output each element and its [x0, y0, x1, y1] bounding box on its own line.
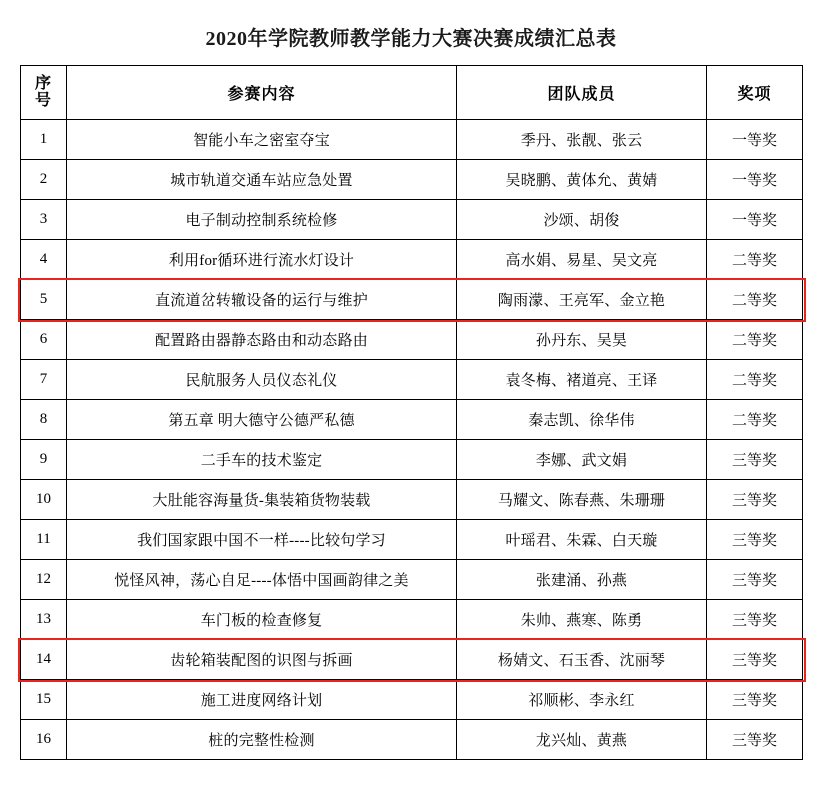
cell-team: 秦志凯、徐华伟: [457, 400, 707, 440]
column-header-no-line1: 序: [34, 74, 52, 92]
cell-content: 电子制动控制系统检修: [67, 200, 457, 240]
cell-content: 利用for循环进行流水灯设计: [67, 240, 457, 280]
cell-award: 二等奖: [707, 360, 803, 400]
cell-award: 三等奖: [707, 720, 803, 760]
cell-no: 8: [21, 400, 67, 440]
cell-no: 4: [21, 240, 67, 280]
table-row: [21, 600, 803, 640]
cell-content: 悦怪风神，荡心自足----体悟中国画韵律之美: [67, 560, 457, 600]
cell-content: 直流道岔转辙设备的运行与维护: [67, 280, 457, 320]
cell-content: 大肚能容海量货-集装箱货物装载: [67, 480, 457, 520]
table-row: [21, 400, 803, 440]
cell-content: 第五章 明大德守公德严私德: [67, 400, 457, 440]
table-header-row: [21, 66, 803, 120]
cell-award: 三等奖: [707, 440, 803, 480]
cell-content: 民航服务人员仪态礼仪: [67, 360, 457, 400]
cell-team: 祁顺彬、李永红: [457, 680, 707, 720]
cell-team: 陶雨濛、王亮军、金立艳: [457, 280, 707, 320]
column-header-award: 奖项: [707, 66, 803, 120]
cell-team: 马耀文、陈春燕、朱珊珊: [457, 480, 707, 520]
cell-content: 施工进度网络计划: [67, 680, 457, 720]
cell-content: 桩的完整性检测: [67, 720, 457, 760]
cell-no: 12: [21, 560, 67, 600]
cell-award: 一等奖: [707, 200, 803, 240]
cell-content: 二手车的技术鉴定: [67, 440, 457, 480]
cell-award: 三等奖: [707, 600, 803, 640]
table-header: [21, 66, 803, 120]
cell-no: 14: [21, 640, 67, 680]
cell-content: 城市轨道交通车站应急处置: [67, 160, 457, 200]
table-row: [21, 120, 803, 160]
cell-no: 13: [21, 600, 67, 640]
cell-content: 我们国家跟中国不一样----比较句学习: [67, 520, 457, 560]
table-row: [21, 240, 803, 280]
cell-team: 吴晓鹏、黄体允、黄婧: [457, 160, 707, 200]
cell-content: 配置路由器静态路由和动态路由: [67, 320, 457, 360]
table-row: [21, 200, 803, 240]
cell-no: 2: [21, 160, 67, 200]
cell-team: 叶瑶君、朱霖、白天璇: [457, 520, 707, 560]
cell-no: 6: [21, 320, 67, 360]
cell-award: 一等奖: [707, 120, 803, 160]
cell-award: 二等奖: [707, 320, 803, 360]
cell-award: 二等奖: [707, 400, 803, 440]
cell-team: 杨婧文、石玉香、沈丽琴: [457, 640, 707, 680]
table-row: [21, 320, 803, 360]
cell-no: 11: [21, 520, 67, 560]
cell-award: 三等奖: [707, 520, 803, 560]
cell-no: 15: [21, 680, 67, 720]
table-row: [21, 680, 803, 720]
cell-no: 5: [21, 280, 67, 320]
grade-summary-table: [20, 65, 803, 760]
cell-no: 1: [21, 120, 67, 160]
cell-award: 二等奖: [707, 280, 803, 320]
cell-team: 朱帅、燕寒、陈勇: [457, 600, 707, 640]
column-header-team: 团队成员: [457, 66, 707, 120]
cell-team: 李娜、武文娟: [457, 440, 707, 480]
table-row: [21, 360, 803, 400]
cell-award: 三等奖: [707, 560, 803, 600]
table-row: [21, 280, 803, 320]
cell-team: 季丹、张靓、张云: [457, 120, 707, 160]
cell-team: 龙兴灿、黄燕: [457, 720, 707, 760]
column-header-no-line2: 号: [34, 91, 52, 109]
cell-no: 9: [21, 440, 67, 480]
table-row: [21, 640, 803, 680]
cell-award: 三等奖: [707, 480, 803, 520]
table-row: [21, 160, 803, 200]
cell-team: 袁冬梅、褚道亮、王译: [457, 360, 707, 400]
table-row: [21, 440, 803, 480]
cell-no: 3: [21, 200, 67, 240]
cell-team: 沙颂、胡俊: [457, 200, 707, 240]
table-row: [21, 480, 803, 520]
table-row: [21, 560, 803, 600]
cell-no: 16: [21, 720, 67, 760]
table-row: [21, 720, 803, 760]
cell-content: 齿轮箱装配图的识图与拆画: [67, 640, 457, 680]
cell-team: 高水娟、易星、吴文亮: [457, 240, 707, 280]
column-header-content: 参赛内容: [67, 66, 457, 120]
page-title: 2020年学院教师教学能力大赛决赛成绩汇总表: [205, 28, 617, 50]
cell-content: 车门板的检查修复: [67, 600, 457, 640]
cell-team: 张建涌、孙燕: [457, 560, 707, 600]
cell-no: 10: [21, 480, 67, 520]
cell-team: 孙丹东、吴昊: [457, 320, 707, 360]
cell-award: 一等奖: [707, 160, 803, 200]
table-body: [21, 120, 803, 760]
cell-award: 三等奖: [707, 640, 803, 680]
cell-no: 7: [21, 360, 67, 400]
table-row: [21, 520, 803, 560]
cell-award: 二等奖: [707, 240, 803, 280]
cell-award: 三等奖: [707, 680, 803, 720]
cell-content: 智能小车之密室夺宝: [67, 120, 457, 160]
column-header-no: [21, 66, 67, 120]
